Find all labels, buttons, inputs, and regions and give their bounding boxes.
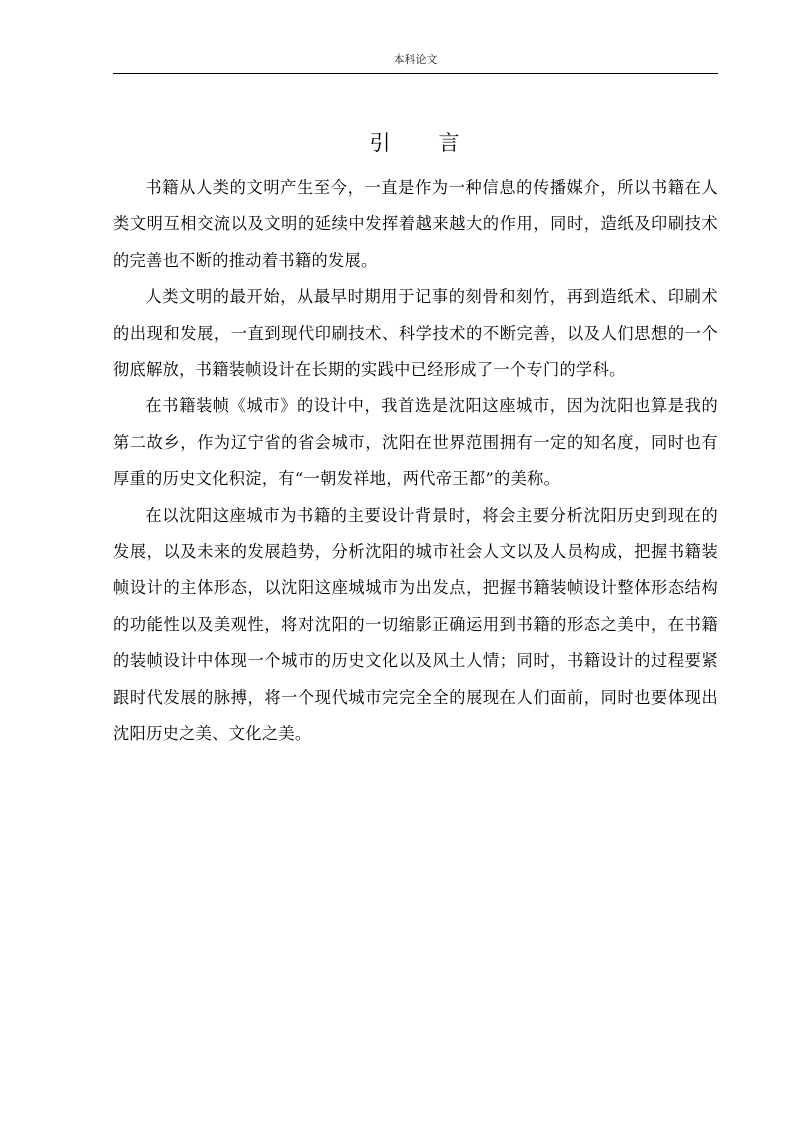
paragraph: 书籍从人类的文明产生至今，一直是作为一种信息的传播媒介，所以书籍在人类文明互相交流以及文明的延续中发挥着越来越大的作用，同时，造纸及印刷技术的完善也不断的推动着书籍的发展。 [113, 178, 718, 270]
body-text [113, 170, 718, 753]
paragraph: 在以沈阳这座城市为书籍的主要设计背景时，将会主要分析沈阳历史到现在的发展，以及未来的发展趋势，分析沈阳的城市社会人文以及人员构成，把握书籍装帧设计的主体形态，以沈阳这座城城市为出发点，把握书籍装帧设计整体形态结构的功能性以及美观性，将对沈阳的一切缩影正确运用到书籍的形态之美中，在书籍的装帧设计中体现一个城市的历史文化以及风土人情；同时，书籍设计的过程要紧跟时代发展的脉搏，将一个现代城市完完全全的展现在人们面前，同时也要体现出沈阳历史之美、文化之美。 [113, 505, 718, 744]
paragraph: 在书籍装帧《城市》的设计中，我首选是沈阳这座城市，因为沈阳也算是我的第二故乡，作为辽宁省的省会城市，沈阳在世界范围拥有一定的知名度，同时也有厚重的历史文化积淀，有“一朝发祥地，两代帝王都”的美称。 [113, 396, 718, 489]
running-header-title: 本科论文 [393, 53, 438, 66]
running-header [113, 50, 718, 74]
paragraph: 人类文明的最开始，从最早时期用于记事的刻骨和刻竹，再到造纸术、印刷术的出现和发展，一直到现代印刷技术、科学技术的不断完善，以及人们思想的一个彻底解放，书籍装帧设计在长期的实践中已经形成了一个专门的学科。 [113, 287, 718, 380]
section-title: 引 言 [369, 131, 462, 155]
